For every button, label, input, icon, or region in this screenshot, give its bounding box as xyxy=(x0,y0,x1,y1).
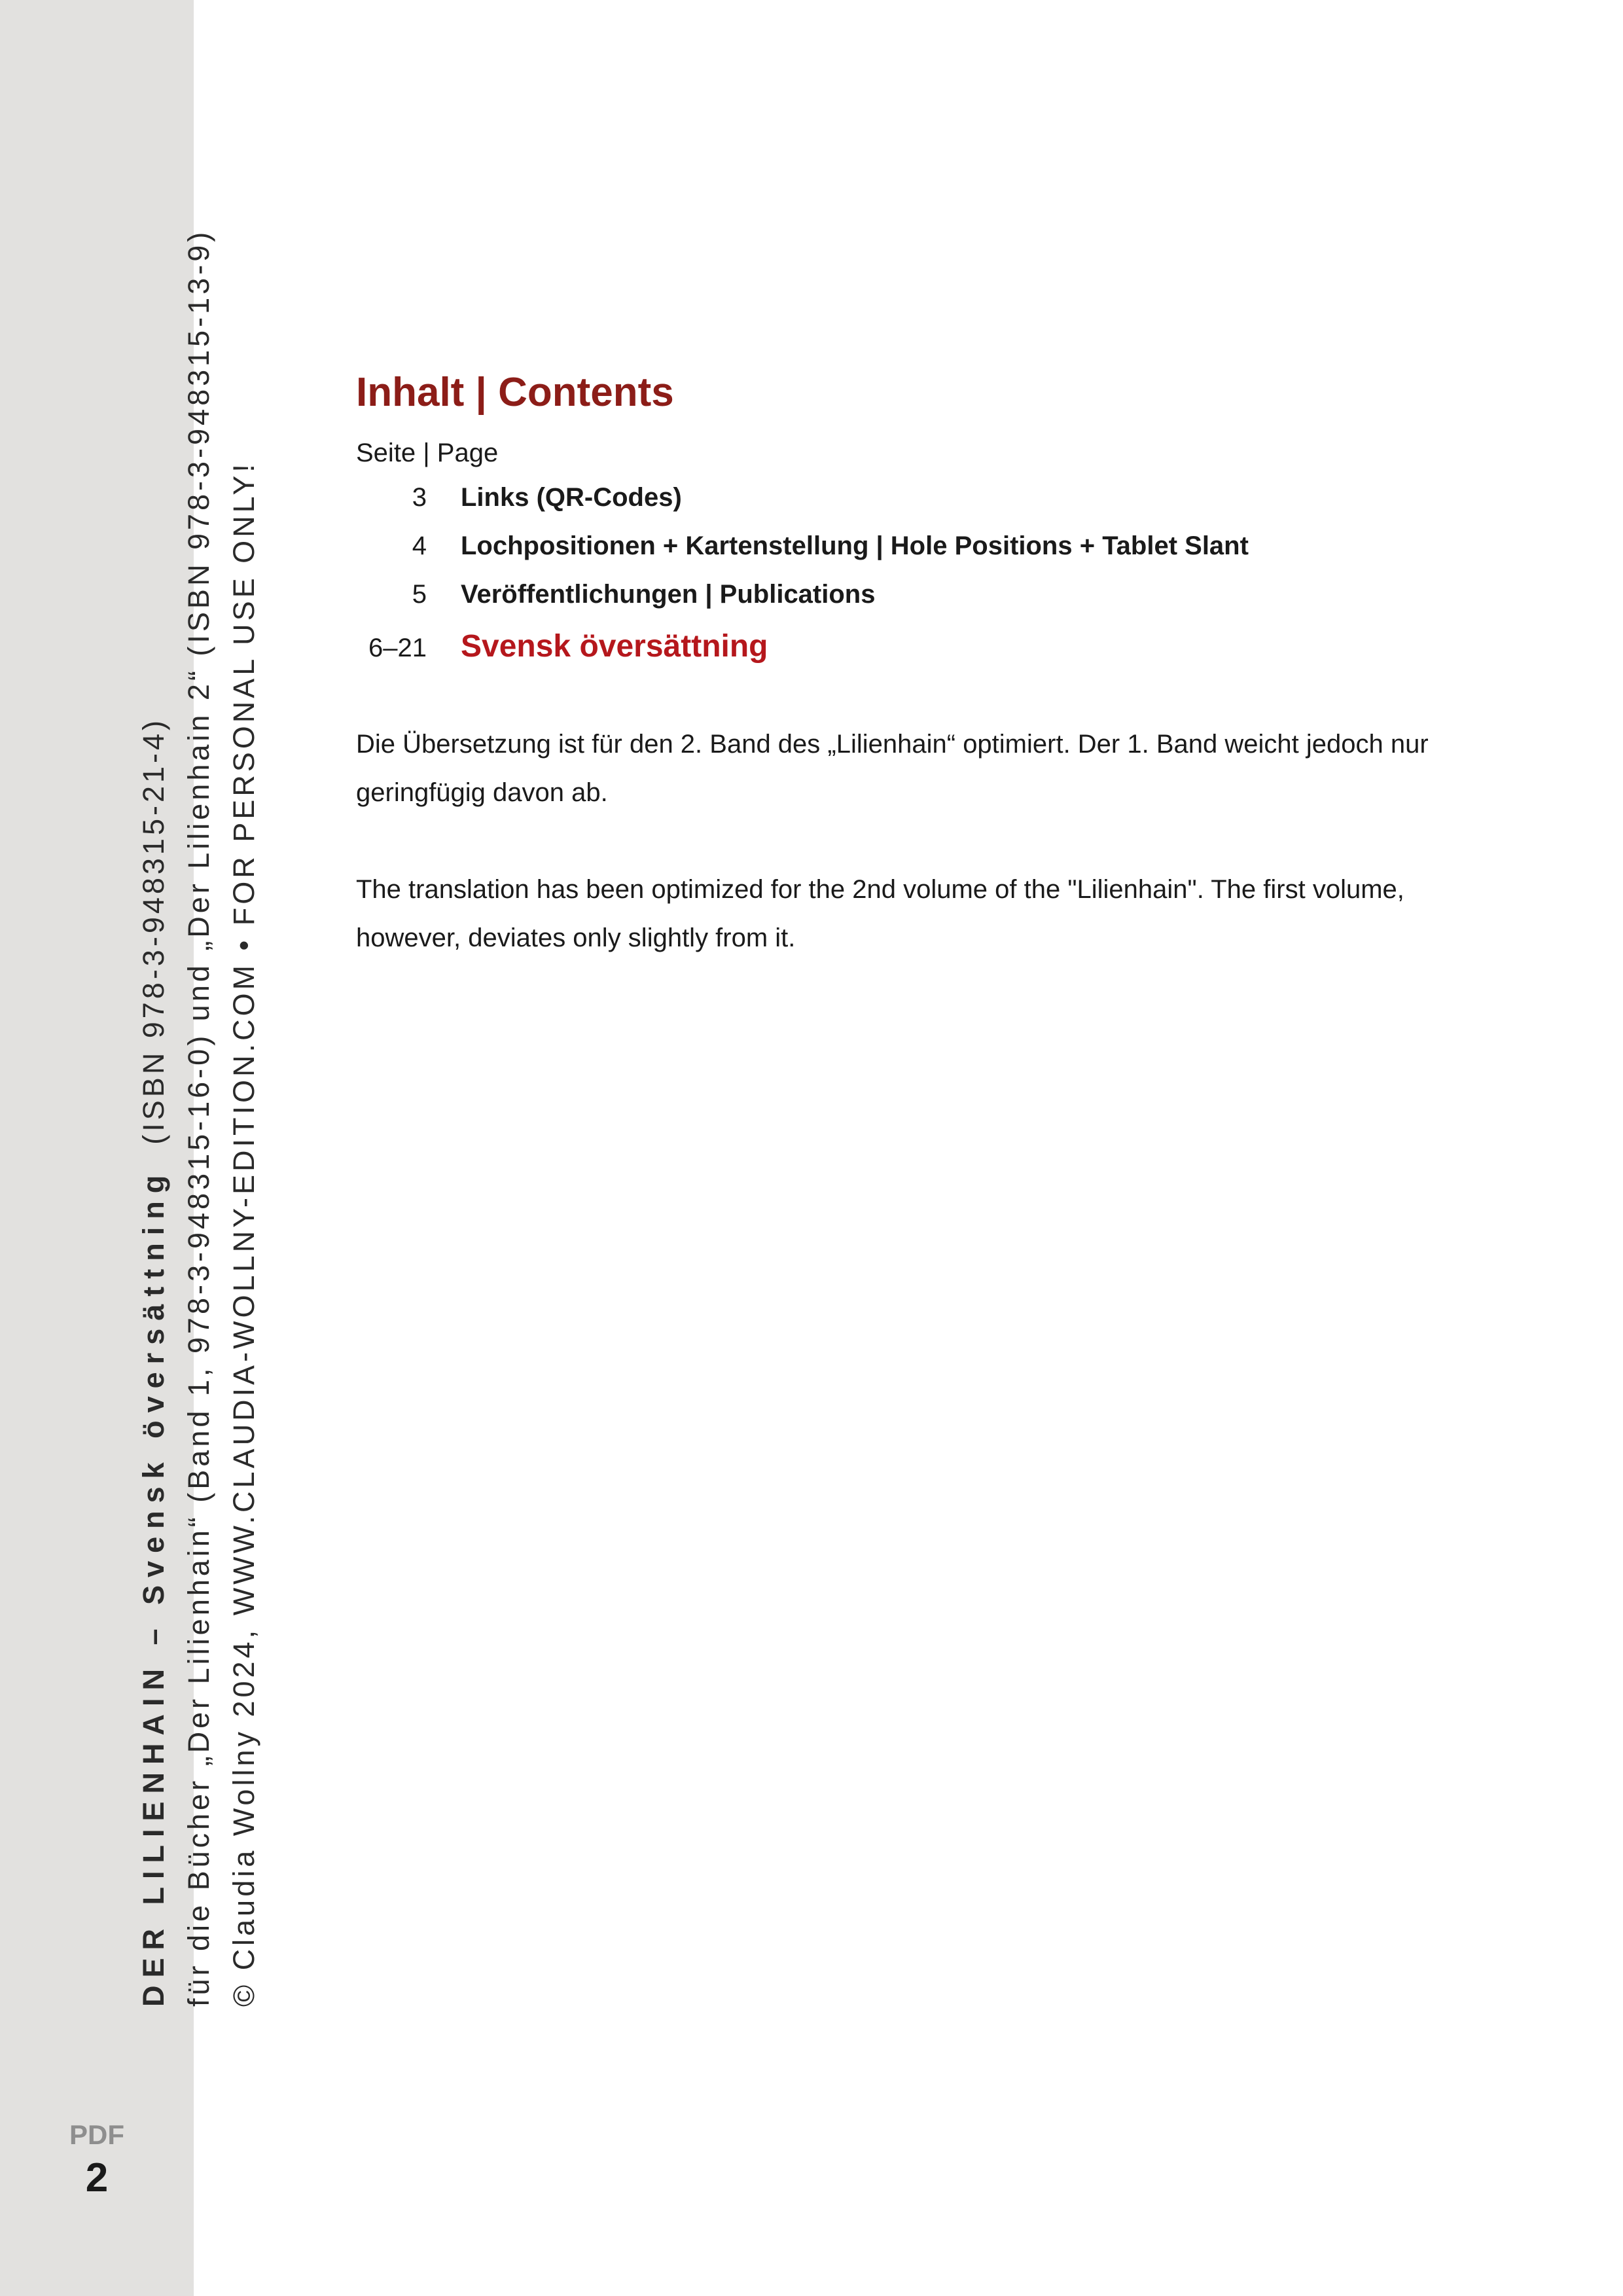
sidebar-title: DER LILIENHAIN – Svensk översättning xyxy=(137,1167,170,2007)
sidebar-copyright-line: © Claudia Wollny 2024, WWW.CLAUDIA-WOLLNY-EDITION.COM • FOR PERSONAL USE ONLY! xyxy=(227,461,260,2007)
german-note-line-2: geringfügig davon ab. xyxy=(356,778,608,807)
toc-entry-publications[interactable] xyxy=(356,580,1469,628)
english-note-line-2: however, deviates only slightly from it. xyxy=(356,924,796,952)
sidebar-title-line xyxy=(131,229,176,2007)
sidebar xyxy=(0,0,260,2296)
toc-entry-title: Svensk översättning xyxy=(461,629,768,664)
main-content xyxy=(356,367,1469,962)
toc-entry-swedish-translation[interactable] xyxy=(356,628,1469,677)
table-of-contents xyxy=(356,483,1469,677)
german-note xyxy=(356,720,1469,817)
page-column-label: Seite | Page xyxy=(356,439,499,467)
sidebar-isbn: (ISBN 978-3-948315-21-4) xyxy=(137,717,170,1145)
toc-entry-hole-positions[interactable] xyxy=(356,531,1469,580)
german-note-line-1: Die Übersetzung ist für den 2. Band des „Lilienhain“ optimiert. Der 1. Band weicht jedoch nur xyxy=(356,730,1429,759)
toc-entry-title: Lochpositionen + Kartenstellung | Hole Positions + Tablet Slant xyxy=(461,531,1249,560)
pdf-label: PDF xyxy=(69,2119,124,2150)
sidebar-vertical-text xyxy=(131,229,266,2007)
toc-entry-title: Links (QR-Codes) xyxy=(461,483,682,512)
english-note xyxy=(356,865,1469,962)
toc-entry-page: 6–21 xyxy=(368,634,427,662)
toc-entry-page: 5 xyxy=(412,580,427,609)
page-number: 2 xyxy=(85,2155,109,2200)
toc-entry-links[interactable] xyxy=(356,483,1469,531)
sidebar-books-line: für die Bücher „Der Lilienhain“ (Band 1, 978-3-948315-16-0) und „Der Lilienhain 2“ (ISBN 978-3-948315-13-9) xyxy=(182,228,215,2007)
toc-entry-page: 4 xyxy=(412,531,427,560)
english-note-line-1: The translation has been optimized for the 2nd volume of the "Lilienhain". The first volume, xyxy=(356,875,1404,904)
toc-entry-title: Veröffentlichungen | Publications xyxy=(461,580,876,609)
toc-entry-page: 3 xyxy=(412,483,427,512)
contents-heading: Inhalt | Contents xyxy=(356,370,674,415)
